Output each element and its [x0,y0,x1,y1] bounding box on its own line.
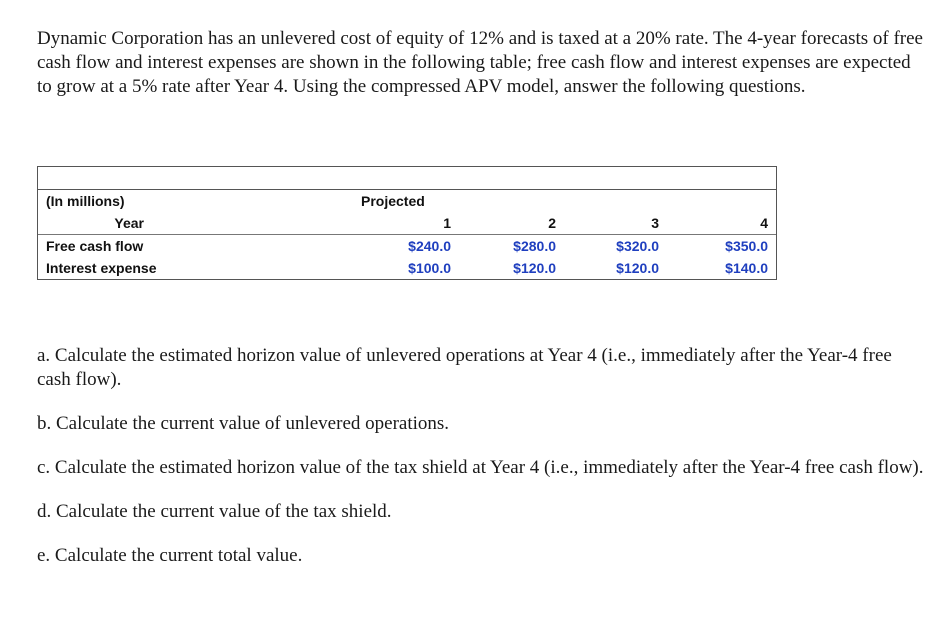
table-year-row [38,212,776,235]
problem-intro: Dynamic Corporation has an unlevered cost of equity of 12% and is taxed at a 20% rate. The 4-year forecasts of free cash flow and interest expenses are shown in the following table; free cash flow and interest expenses are expected to grow at a 5% rate after Year 4. Using the compressed APV model, answer the following questions. [37,28,923,97]
fcf-year-1: $240.0 [408,238,451,254]
table-top-band [38,167,776,190]
question-a: a. Calculate the estimated horizon value of unlevered operations at Year 4 (i.e., immediately after the Year-4 free cash flow). [37,345,892,390]
projected-label: Projected [361,193,425,209]
question-d: d. Calculate the current value of the tax shield. [37,501,392,522]
question-e: e. Calculate the current total value. [37,545,303,566]
row-label-interest-expense: Interest expense [46,260,157,276]
table-row [38,235,776,257]
year-2: 2 [548,215,556,231]
fcf-year-4: $350.0 [725,238,768,254]
interest-year-3: $120.0 [616,260,659,276]
interest-year-1: $100.0 [408,260,451,276]
year-label: Year [114,215,144,231]
interest-year-2: $120.0 [513,260,556,276]
table-header-row [38,190,776,212]
row-label-free-cash-flow: Free cash flow [46,238,144,254]
question-b: b. Calculate the current value of unlevered operations. [37,413,450,434]
year-4: 4 [760,215,768,231]
year-3: 3 [651,215,659,231]
units-label: (In millions) [46,193,125,209]
year-1: 1 [443,215,451,231]
question-c: c. Calculate the estimated horizon value of the tax shield at Year 4 (i.e., immediately after the Year-4 free cash flow). [37,457,924,478]
forecast-table [37,166,777,280]
interest-year-4: $140.0 [725,260,768,276]
table-row [38,257,776,279]
question-list [37,344,927,588]
fcf-year-3: $320.0 [616,238,659,254]
fcf-year-2: $280.0 [513,238,556,254]
